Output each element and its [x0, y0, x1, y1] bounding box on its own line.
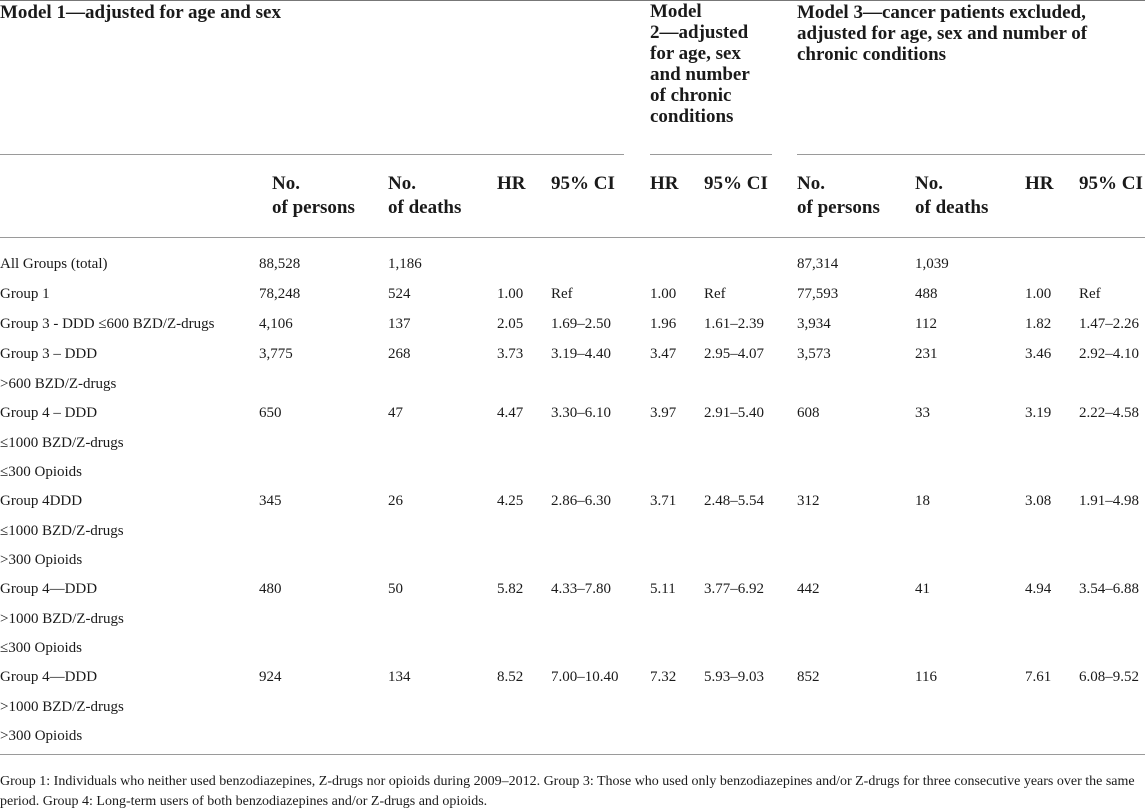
cell-m1-hr: 1.00	[497, 286, 524, 302]
cell-m1-persons: 3,775	[259, 346, 293, 362]
model-3-rule	[797, 154, 1145, 155]
cell-m1-hr: 5.82	[497, 581, 524, 597]
col-header-line: No.	[388, 173, 416, 194]
model-2-header-line: Model	[650, 1, 702, 22]
cell-m3-hr: 3.19	[1025, 405, 1052, 421]
cell-m1-hr: 8.52	[497, 669, 524, 685]
model-3-header-line: adjusted for age, sex and number of	[797, 23, 1088, 44]
cell-m3-ci: 6.08–9.52	[1079, 669, 1139, 685]
cell-m2-ci: 2.91–5.40	[704, 405, 764, 421]
col-header-line: of persons	[272, 197, 355, 218]
row-label-continuation: >300 Opioids	[0, 728, 83, 744]
cell-m3-hr: 1.00	[1025, 286, 1052, 302]
cell-m2-ci: 1.61–2.39	[704, 316, 764, 332]
cell-m3-hr: 3.46	[1025, 346, 1052, 362]
col-header-m1-deaths	[388, 172, 461, 220]
cell-m2-ci: 5.93–9.03	[704, 669, 764, 685]
cell-m3-deaths: 33	[915, 405, 930, 421]
cell-m3-hr: 3.08	[1025, 493, 1052, 509]
cell-m1-persons: 480	[259, 581, 282, 597]
cell-m3-ci: Ref	[1079, 286, 1101, 302]
model-2-header-line: for age, sex	[650, 43, 741, 64]
row-label-continuation: >1000 BZD/Z-drugs	[0, 698, 124, 715]
row-label-continuation: ≤1000 BZD/Z-drugs	[0, 434, 124, 451]
table-footnote: Group 1: Individuals who neither used benzodiazepines, Z-drugs nor opioids during 2009–2012. Group 3: Those who used only benzodiazepines and/or Z-drugs for three consecutive years over the same period. Group 4: Long-term users of both benzodiazepines and/or Z-drugs and opioids.	[0, 774, 1135, 809]
cell-m1-ci: Ref	[551, 286, 573, 302]
row-label: Group 3 - DDD ≤600 BZD/Z-drugs	[0, 316, 215, 332]
col-header-m2-hr: HR	[650, 173, 679, 194]
cell-m3-hr: 1.82	[1025, 316, 1052, 332]
cell-m3-ci: 2.22–4.58	[1079, 405, 1139, 421]
col-header-m3-deaths	[915, 172, 988, 220]
cell-m3-persons: 3,934	[797, 316, 831, 332]
row-label: Group 4—DDD	[0, 669, 98, 685]
model-2-header-line: conditions	[650, 106, 734, 127]
cell-m3-deaths: 112	[915, 316, 937, 332]
cell-m3-ci: 3.54–6.88	[1079, 581, 1139, 597]
cell-m1-persons: 78,248	[259, 286, 301, 302]
col-header-m1-hr: HR	[497, 173, 526, 194]
col-header-line: of deaths	[388, 197, 462, 218]
cell-m1-deaths: 1,186	[388, 256, 422, 272]
cell-m1-deaths: 50	[388, 581, 403, 597]
cell-m2-hr: 7.32	[650, 669, 677, 685]
model-1-rule	[0, 154, 624, 155]
col-header-line: No.	[272, 173, 300, 194]
col-header-m2-ci: 95% CI	[704, 173, 768, 194]
cell-m1-persons: 4,106	[259, 316, 293, 332]
row-label: Group 4—DDD	[0, 581, 98, 597]
cell-m1-hr: 4.47	[497, 405, 524, 421]
cell-m2-hr: 1.00	[650, 286, 677, 302]
model-3-header	[797, 2, 1087, 65]
col-header-m3-persons	[797, 172, 880, 220]
col-header-m1-ci: 95% CI	[551, 173, 615, 194]
cell-m1-deaths: 137	[388, 316, 411, 332]
col-header-line: of persons	[797, 197, 880, 218]
cell-m1-persons: 88,528	[259, 256, 301, 272]
cell-m1-hr: 2.05	[497, 316, 524, 332]
table-top-rule	[0, 0, 1145, 1]
cell-m2-ci: 3.77–6.92	[704, 581, 764, 597]
model-2-header-line: 2—adjusted	[650, 22, 749, 43]
cell-m3-persons: 442	[797, 581, 820, 597]
row-label: Group 4 – DDD	[0, 405, 98, 421]
table-bottom-rule	[0, 754, 1145, 755]
cell-m1-hr: 4.25	[497, 493, 524, 509]
cell-m3-persons: 608	[797, 405, 820, 421]
model-1-header: Model 1—adjusted for age and sex	[0, 2, 281, 23]
cell-m3-deaths: 116	[915, 669, 937, 685]
cell-m2-hr: 3.71	[650, 493, 677, 509]
cell-m3-persons: 312	[797, 493, 820, 509]
cell-m3-persons: 87,314	[797, 256, 839, 272]
cell-m1-persons: 650	[259, 405, 282, 421]
cell-m2-ci: 2.48–5.54	[704, 493, 764, 509]
cell-m1-ci: 3.19–4.40	[551, 346, 611, 362]
col-header-line: No.	[797, 173, 825, 194]
col-header-m3-ci: 95% CI	[1079, 173, 1143, 194]
cell-m1-deaths: 134	[388, 669, 411, 685]
cell-m1-deaths: 26	[388, 493, 403, 509]
row-label: Group 3 – DDD	[0, 346, 98, 362]
cell-m3-ci: 1.91–4.98	[1079, 493, 1139, 509]
cell-m1-ci: 2.86–6.30	[551, 493, 611, 509]
cell-m1-persons: 924	[259, 669, 282, 685]
row-label-continuation: >1000 BZD/Z-drugs	[0, 610, 124, 627]
cell-m3-hr: 4.94	[1025, 581, 1052, 597]
col-header-m3-hr: HR	[1025, 173, 1054, 194]
row-label: Group 1	[0, 286, 50, 302]
cell-m1-ci: 7.00–10.40	[551, 669, 619, 685]
cell-m3-persons: 3,573	[797, 346, 831, 362]
cell-m1-ci: 4.33–7.80	[551, 581, 611, 597]
row-label-continuation: ≤1000 BZD/Z-drugs	[0, 522, 124, 539]
model-2-header	[650, 1, 750, 127]
cell-m2-hr: 5.11	[650, 581, 676, 597]
cell-m1-persons: 345	[259, 493, 282, 509]
cell-m3-ci: 2.92–4.10	[1079, 346, 1139, 362]
row-label: Group 4DDD	[0, 493, 83, 509]
cell-m3-deaths: 18	[915, 493, 930, 509]
model-3-header-line: Model 3—cancer patients excluded,	[797, 2, 1086, 23]
cell-m1-ci: 3.30–6.10	[551, 405, 611, 421]
cell-m1-deaths: 268	[388, 346, 411, 362]
cell-m3-deaths: 1,039	[915, 256, 949, 272]
cell-m2-hr: 1.96	[650, 316, 677, 332]
cell-m2-ci: Ref	[704, 286, 726, 302]
cell-m3-persons: 77,593	[797, 286, 839, 302]
cell-m3-hr: 7.61	[1025, 669, 1052, 685]
cell-m1-hr: 3.73	[497, 346, 524, 362]
row-label-continuation: >600 BZD/Z-drugs	[0, 375, 117, 392]
cell-m3-deaths: 488	[915, 286, 938, 302]
row-label: All Groups (total)	[0, 256, 108, 272]
cell-m3-deaths: 41	[915, 581, 930, 597]
col-header-line: No.	[915, 173, 943, 194]
model-2-header-line: and number	[650, 64, 750, 85]
header-rule	[0, 237, 1145, 238]
row-label-continuation: ≤300 Opioids	[0, 640, 82, 656]
cell-m1-deaths: 47	[388, 405, 403, 421]
cell-m1-ci: 1.69–2.50	[551, 316, 611, 332]
cell-m3-deaths: 231	[915, 346, 938, 362]
cell-m3-ci: 1.47–2.26	[1079, 316, 1139, 332]
cell-m2-ci: 2.95–4.07	[704, 346, 764, 362]
row-label-continuation: >300 Opioids	[0, 552, 83, 568]
model-2-rule	[650, 154, 772, 155]
model-2-header-line: of chronic	[650, 85, 732, 106]
model-3-header-line: chronic conditions	[797, 44, 947, 65]
row-label-continuation: ≤300 Opioids	[0, 464, 82, 480]
cell-m3-persons: 852	[797, 669, 820, 685]
col-header-m1-persons	[272, 172, 355, 220]
cell-m2-hr: 3.47	[650, 346, 677, 362]
col-header-line: of deaths	[915, 197, 989, 218]
cell-m1-deaths: 524	[388, 286, 411, 302]
cell-m2-hr: 3.97	[650, 405, 677, 421]
